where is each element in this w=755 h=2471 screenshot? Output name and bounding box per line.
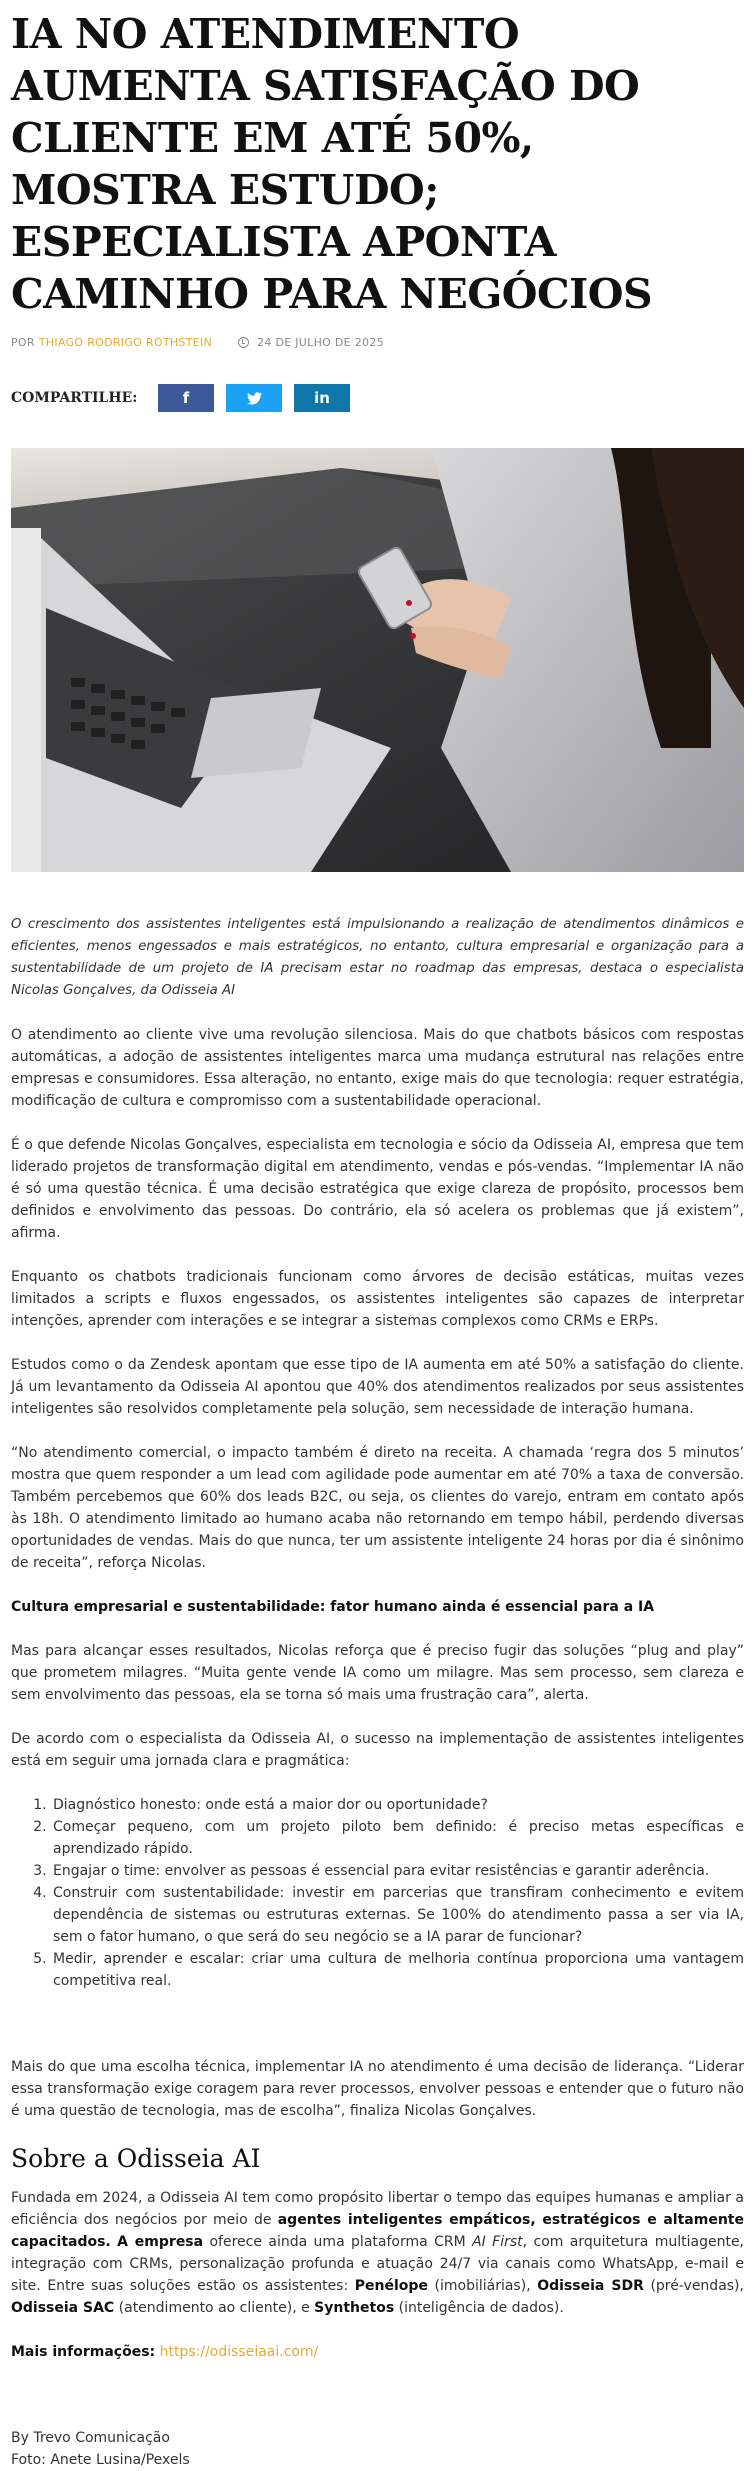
- about-paragraph: [11, 2187, 744, 2319]
- paragraph: É o que defende Nicolas Gonçalves, especialista em tecnologia e sócio da Odisseia AI, empresa que tem liderado projetos de transformação digital em atendimento, vendas e pós-vendas. “Implementar IA não é só uma questão técnica. É uma decisão estratégica que exige clareza de propósito, processos bem definidos e envolvimento das pessoas. Do contrário, ela só acelera os problemas que já existem”, afirma.: [11, 1137, 744, 1241]
- by-prefix: POR: [11, 335, 35, 349]
- text-bold: A empresa: [117, 2234, 204, 2250]
- text: (imobiliárias),: [427, 2278, 538, 2294]
- website-link[interactable]: https://odisseiaai.com/: [159, 2344, 319, 2360]
- about-heading: Sobre a Odisseia AI: [11, 2144, 261, 2173]
- publish-date: 24 DE JULHO DE 2025: [257, 335, 384, 349]
- paragraph: Mais do que uma escolha técnica, implementar IA no atendimento é uma decisão de liderança. “Liderar essa transformação exige coragem para rever processos, envolver pessoas e entender que o futuro não é uma questão de tecnologia, mas de escolha”, finaliza Nicolas Gonçalves.: [11, 2059, 744, 2119]
- share-bar: [11, 384, 744, 412]
- section-subhead: Cultura empresarial e sustentabilidade: fator humano ainda é essencial para a IA: [11, 1599, 655, 1615]
- credits: [11, 2427, 744, 2471]
- text: , com arquitetura multiagente, integração com CRMs, personalização profunda e atuação 24/7 via canais como WhatsApp, e-mail e site. Entre suas soluções estão os assistentes:: [11, 2234, 745, 2294]
- paragraph: De acordo com o especialista da Odisseia AI, o sucesso na implementação de assistentes inteligentes está em seguir uma jornada clara e pragmática:: [11, 1731, 744, 1769]
- text-bold: Penélope: [354, 2278, 428, 2294]
- facebook-share-button[interactable]: [158, 384, 214, 412]
- article-headline: IA NO ATENDIMENTO AUMENTA SATISFAÇÃO DO CLIENTE EM ATÉ 50%, MOSTRA ESTUDO; ESPECIALISTA APONTA CAMINHO PARA NEGÓCIOS: [11, 10, 653, 318]
- text-bold: Synthetos: [314, 2300, 395, 2316]
- author-link[interactable]: THIAGO RODRIGO ROTHSTEIN: [38, 335, 213, 349]
- list-item: 2. Começar pequeno, com um projeto piloto bem definido: é preciso metas específicas e aprendizado rápido.: [51, 1816, 744, 1860]
- text-bold: agentes inteligentes empáticos, estratégicos e altamente capacitados.: [11, 2212, 744, 2250]
- text: (atendimento ao cliente), e: [114, 2300, 315, 2316]
- article-body: [11, 914, 744, 2471]
- text: (inteligência de dados).: [394, 2300, 564, 2316]
- twitter-share-button[interactable]: [226, 384, 282, 412]
- clock-icon: [238, 337, 249, 348]
- list-item: 1. Diagnóstico honesto: onde está a maior dor ou oportunidade?: [51, 1794, 744, 1816]
- facebook-icon: f: [182, 389, 190, 407]
- text: Fundada em 2024, a Odisseia AI tem como propósito libertar o tempo das equipes humanas e ampliar a eficiência dos negócios por meio de: [11, 2190, 744, 2228]
- linkedin-icon: in: [314, 389, 330, 407]
- paragraph: O atendimento ao cliente vive uma revolução silenciosa. Mais do que chatbots básicos com respostas automáticas, a adoção de assistentes inteligentes marca uma mudança estrutural nas relações entre empresas e consumidores. Essa alteração, no entanto, exige mais do que tecnologia: requer estratégia, modificação de cultura e compromisso com a sustentabilidade operacional.: [11, 1027, 744, 1109]
- credit-author: By Trevo Comunicação: [11, 2430, 170, 2446]
- text-bold: Odisseia SAC: [11, 2300, 115, 2316]
- text-bold: Odisseia SDR: [537, 2278, 644, 2294]
- text-italic: AI First: [472, 2234, 523, 2250]
- paragraph: “No atendimento comercial, o impacto também é direto na receita. A chamada ‘regra dos 5 minutos’ mostra que quem responder a um lead com agilidade pode aumentar em até 70% a taxa de conversão. Também percebemos que 60% dos leads B2C, ou seja, os clientes do varejo, entram em contato após às 18h. O atendimento limitado ao humano acaba não retornando em tempo hábil, perdendo diversas oportunidades de vendas. Mais do que nunca, ter um assistente inteligente 24 horas por dia é sinônimo de receita”, reforça Nicolas.: [11, 1445, 744, 1571]
- paragraph: Estudos como o da Zendesk apontam que esse tipo de IA aumenta em até 50% a satisfação do cliente. Já um levantamento da Odisseia AI apontou que 40% dos atendimentos realizados por seus assistentes inteligentes são resolvidos completamente pela solução, sem necessidade de interação humana.: [11, 1357, 744, 1417]
- list-item: 3. Engajar o time: envolver as pessoas é essencial para evitar resistências e garantir aderência.: [51, 1860, 744, 1882]
- hero-photo: [11, 448, 744, 872]
- paragraph: Enquanto os chatbots tradicionais funcionam como árvores de decisão estáticas, muitas vezes limitados a scripts e fluxos engessados, os assistentes inteligentes são capazes de interpretar intenções, aprender com interações e se integrar a sistemas complexos como CRMs e ERPs.: [11, 1269, 744, 1329]
- more-info-label: Mais informações:: [11, 2344, 156, 2360]
- article-lead: O crescimento dos assistentes inteligentes está impulsionando a realização de atendimentos dinâmicos e eficientes, menos engessados e mais estratégicos, no entanto, cultura empresarial e organização para a sustentabilidade de um projeto de IA precisam estar no roadmap das empresas, destaca o especialista Nicolas Gonçalves, da Odisseia AI: [11, 917, 744, 998]
- spacer: [11, 2014, 744, 2056]
- share-label: COMPARTILHE:: [11, 390, 138, 406]
- text: (pré-vendas),: [643, 2278, 744, 2294]
- linkedin-share-button[interactable]: [294, 384, 350, 412]
- steps-list: [51, 1794, 744, 1992]
- paragraph: Mas para alcançar esses resultados, Nicolas reforça que é preciso fugir das soluções “plug and play” que prometem milagres. “Muita gente vende IA como um milagre. Mas sem processo, sem clareza e sem envolvimento das pessoas, ela se torna só mais uma frustração cara”, alerta.: [11, 1643, 744, 1703]
- laptop-phone-photo: [11, 448, 744, 872]
- credit-photo: Foto: Anete Lusina/Pexels: [11, 2452, 190, 2468]
- article-meta: [11, 334, 744, 350]
- list-item: 5. Medir, aprender e escalar: criar uma cultura de melhoria contínua proporciona uma vantagem competitiva real.: [51, 1948, 744, 1992]
- twitter-icon: [247, 392, 262, 405]
- text: oferece ainda uma plataforma CRM: [203, 2234, 473, 2250]
- list-item: 4. Construir com sustentabilidade: investir em parcerias que transfiram conhecimento e evitem dependência de sistemas ou estruturas externas. Se 100% do atendimento passa a ser via IA, sem o fator humano, o que será do seu negócio se a IA parar de funcionar?: [51, 1882, 744, 1948]
- more-info: [11, 2341, 744, 2363]
